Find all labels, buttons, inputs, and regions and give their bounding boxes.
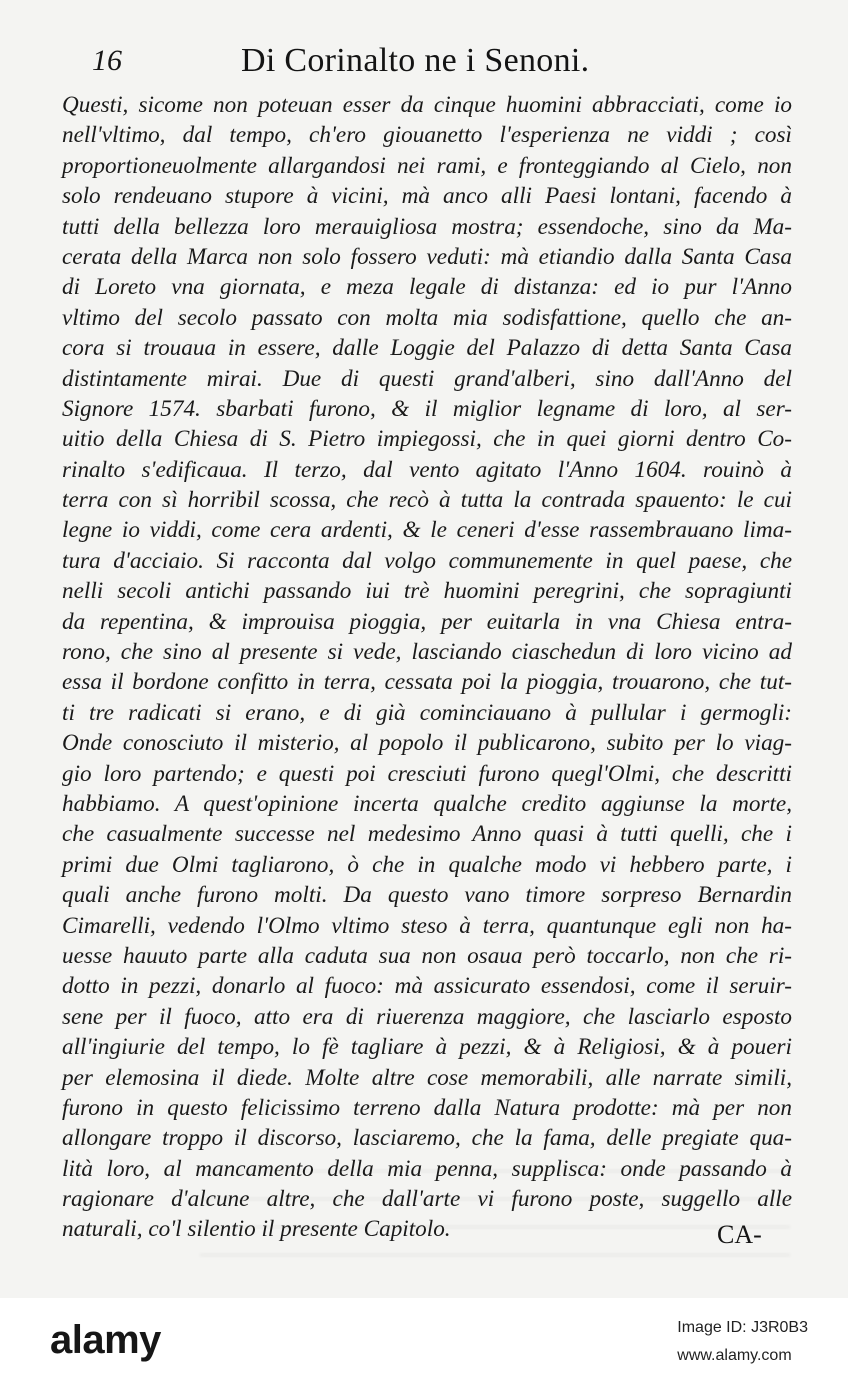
page-number: 16 xyxy=(92,44,122,77)
text-line: nelli secoli antichi passando iui trè huomini peregrini, che sopragiunti xyxy=(62,578,792,605)
text-line: naturali, co'l silentio il presente Capitolo. xyxy=(62,1216,451,1243)
text-line: distintamente mirai. Due di questi grand'alberi, sino dall'Anno del xyxy=(62,365,792,392)
text-line: per elemosina il diede. Molte altre cose memorabili, alle narrate simili, xyxy=(62,1064,792,1091)
text-line: lità loro, al mancamento della mia penna, supplisca: onde passando à xyxy=(62,1155,792,1182)
text-line: nell'vltimo, dal tempo, ch'ero giouanetto l'esperienza ne viddi ; così xyxy=(62,122,792,149)
text-line: tura d'acciaio. Si racconta dal volgo communemente in quel paese, che xyxy=(62,547,792,574)
text-line: da repentina, & improuisa pioggia, per euitarla in vna Chiesa entra- xyxy=(62,608,792,635)
text-line: legne io viddi, come cera ardenti, & le ceneri d'esse rassembrauano lima- xyxy=(62,517,792,544)
text-line: Questi, sicome non poteuan esser da cinque huomini abbracciati, come io xyxy=(62,92,792,118)
text-line: sene per il fuoco, atto era di riuerenza maggiore, che lasciarlo esposto xyxy=(62,1003,792,1030)
text-line: terra con sì horribil scossa, che recò à tutta la contrada spauento: le cui xyxy=(62,487,792,514)
text-line: furono in questo felicissimo terreno dalla Natura prodotte: mà per non xyxy=(62,1094,792,1121)
text-line: cerata della Marca non solo fossero veduti: mà etiandio dalla Santa Casa xyxy=(62,243,792,270)
image-id: Image ID: J3R0B3 xyxy=(677,1319,808,1336)
text-line: uitio della Chiesa di S. Pietro impiegossi, che in quei giorni dentro Co- xyxy=(62,426,792,453)
text-line: quali anche furono molti. Da questo vano timore sorpreso Bernardin xyxy=(62,882,792,909)
text-line: vltimo del secolo passato con molta mia sodisfattione, quello che an- xyxy=(62,304,792,331)
text-line: di Loreto vna giornata, e meza legale di distanza: ed io pur l'Anno xyxy=(62,274,792,301)
text-line: rinalto s'edificaua. Il terzo, dal vento agitato l'Anno 1604. rouinò à xyxy=(62,456,792,483)
text-line: solo rendeuano stupore à vicini, mà anco alli Paesi lontani, facendo à xyxy=(62,183,792,210)
text-line: essa il bordone confitto in terra, cessata poi la pioggia, trouarono, che tut- xyxy=(62,669,792,696)
text-line: primi due Olmi tagliarono, ò che in qualche modo vi hebbero parte, i xyxy=(62,851,792,878)
body-text xyxy=(62,90,792,1245)
bleed-through-shadow xyxy=(200,1170,790,1280)
text-line: Onde conosciuto il misterio, al popolo il publicarono, subito per lo viag- xyxy=(62,730,792,757)
text-line: allongare troppo il discorso, lasciaremo, che la fama, delle pregiate qua- xyxy=(62,1125,792,1152)
text-line: all'ingiurie del tempo, lo fè tagliare à pezzi, & à Religiosi, & à poueri xyxy=(62,1034,792,1061)
catchword: CA- xyxy=(717,1220,762,1249)
text-line: rono, che sino al presente si vede, lasciando ciaschedun di loro vicino ad xyxy=(62,639,792,666)
text-line: Signore 1574. sbarbati furono, & il miglior legname di loro, al ser- xyxy=(62,395,792,422)
running-title: Di Corinalto ne i Senoni. xyxy=(241,42,590,79)
stock-image-info xyxy=(677,1314,808,1370)
text-line: gio loro partendo; e questi poi cresciuti furono quegl'Olmi, che descritti xyxy=(62,760,792,787)
stock-url: www.alamy.com xyxy=(677,1347,792,1364)
text-line: habbiamo. A quest'opinione incerta qualche credito aggiunse la morte, xyxy=(62,790,792,817)
stock-footer xyxy=(0,1298,848,1390)
text-line: dotto in pezzi, donarlo al fuoco: mà assicurato essendosi, come il seruir- xyxy=(62,973,792,1000)
text-line: che casualmente successe nel medesimo Anno quasi à tutti quelli, che i xyxy=(62,821,792,848)
text-line: cora si trouaua in essere, dalle Loggie del Palazzo di detta Santa Casa xyxy=(62,335,792,362)
text-line: uesse hauuto parte alla caduta sua non osaua però toccarlo, non che ri- xyxy=(62,942,792,969)
text-line: Cimarelli, vedendo l'Olmo vltimo steso à terra, quantunque egli non ha- xyxy=(62,912,792,939)
text-line: proportioneuolmente allargandosi nei rami, e fronteggiando al Cielo, non xyxy=(62,152,792,179)
text-line: ragionare d'alcune altre, che dall'arte vi furono poste, suggello alle xyxy=(62,1186,792,1213)
text-line: ti tre radicati si erano, e di già cominciauano à pullular i germogli: xyxy=(62,699,792,726)
page-header xyxy=(86,40,786,90)
text-line: tutti della bellezza loro merauigliosa mostra; essendoche, sino da Ma- xyxy=(62,213,792,240)
alamy-logo: alamy xyxy=(50,1318,161,1362)
